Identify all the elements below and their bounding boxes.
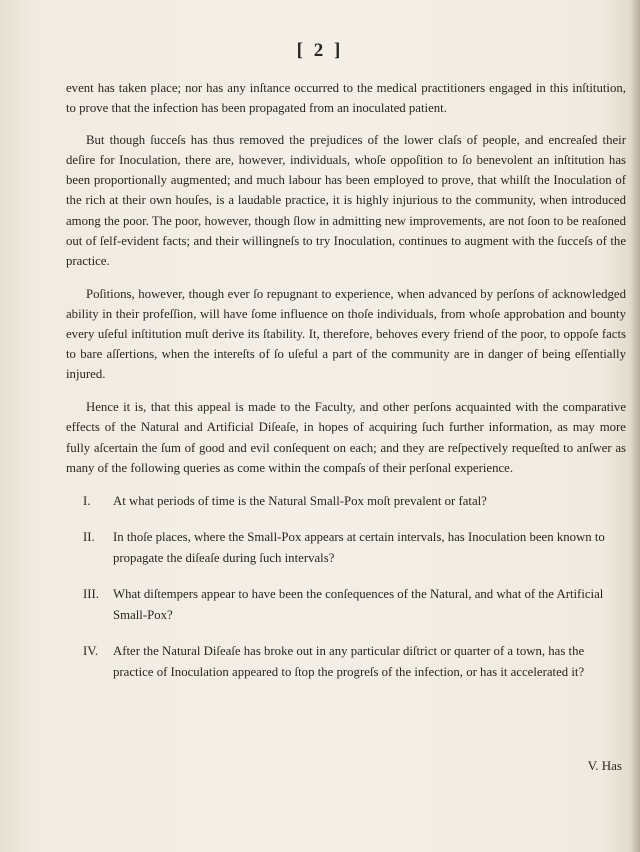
query-item — [66, 491, 626, 512]
query-text: In thoſe places, where the Small-Pox appears at certain intervals, has Inoculation been known to propagate the diſeaſe during ſuch intervals? — [113, 530, 605, 565]
query-text: After the Natural Diſeaſe has broke out in any particular diſtrict or quarter of a town, has the practice of Inoculation appeared to ſtop the progreſs of the infection, or has it accelerated it? — [113, 644, 585, 679]
query-text: At what periods of time is the Natural Small-Pox moſt prevalent or fatal? — [113, 493, 487, 508]
query-number: I. — [83, 493, 91, 508]
query-list — [66, 491, 626, 683]
paragraph: Hence it is, that this appeal is made to the Faculty, and other perſons acquainted with the comparative effects of the Natural and Artificial Diſeaſe, in hopes of acquiring ſuch further information, as may more fully aſcertain the ſum of good and evil conſequent on each; and they are reſpectively requeſted to anſwer as many of the following queries as come within the compaſs of their perſonal experience. — [66, 400, 626, 475]
paragraph: Poſitions, however, though ever ſo repugnant to experience, when advanced by perſons of acknowledged ability in their profeſſion, will have ſome influence on thoſe individuals, from whoſe approbation and bounty every uſeful inſtitution muſt derive its ſtability. It, therefore, behoves every friend of the poor, to oppoſe facts to bare aſſertions, when the intereſts of ſo uſeful a part of the community are in danger of being eſſentially injured. — [66, 286, 626, 382]
page-number: [ 2 ] — [296, 40, 344, 61]
query-number: IV. — [83, 644, 99, 659]
query-text: What diſtempers appear to have been the conſequences of the Natural, and what of the Artificial Small-Pox? — [113, 587, 604, 622]
paragraph: event has taken place; nor has any inſtance occurred to the medical practitioners engaged in this inſtitution, to prove that the infection has been propagated from an inoculated patient. — [66, 81, 626, 116]
query-number: II. — [83, 530, 95, 545]
catchword: V. Has — [587, 758, 622, 773]
query-item — [66, 641, 626, 682]
paragraph: But though ſucceſs has thus removed the prejudices of the lower claſs of people, and encreaſed their deſire for Inoculation, there are, however, individuals, whoſe oppoſition to ſo benevolent an inſtitution has been proportionally augmented; and much labour has been employed to prove, that whilſt the Inoculation of the rich at their own houſes, is a laudable practice, it is highly injurious to the community, when introduced among the poor. The poor, however, though ſlow in admitting new improvements, are not ſoon to be reaſoned out of ſelf-evident facts; and their willingneſs to try Inoculation, continues to augment with the ſucceſs of the practice. — [66, 133, 626, 268]
query-item — [66, 527, 626, 568]
query-item — [66, 584, 626, 625]
query-number: III. — [83, 587, 99, 602]
body-text — [66, 78, 626, 698]
page-edge-shadow — [630, 0, 640, 852]
